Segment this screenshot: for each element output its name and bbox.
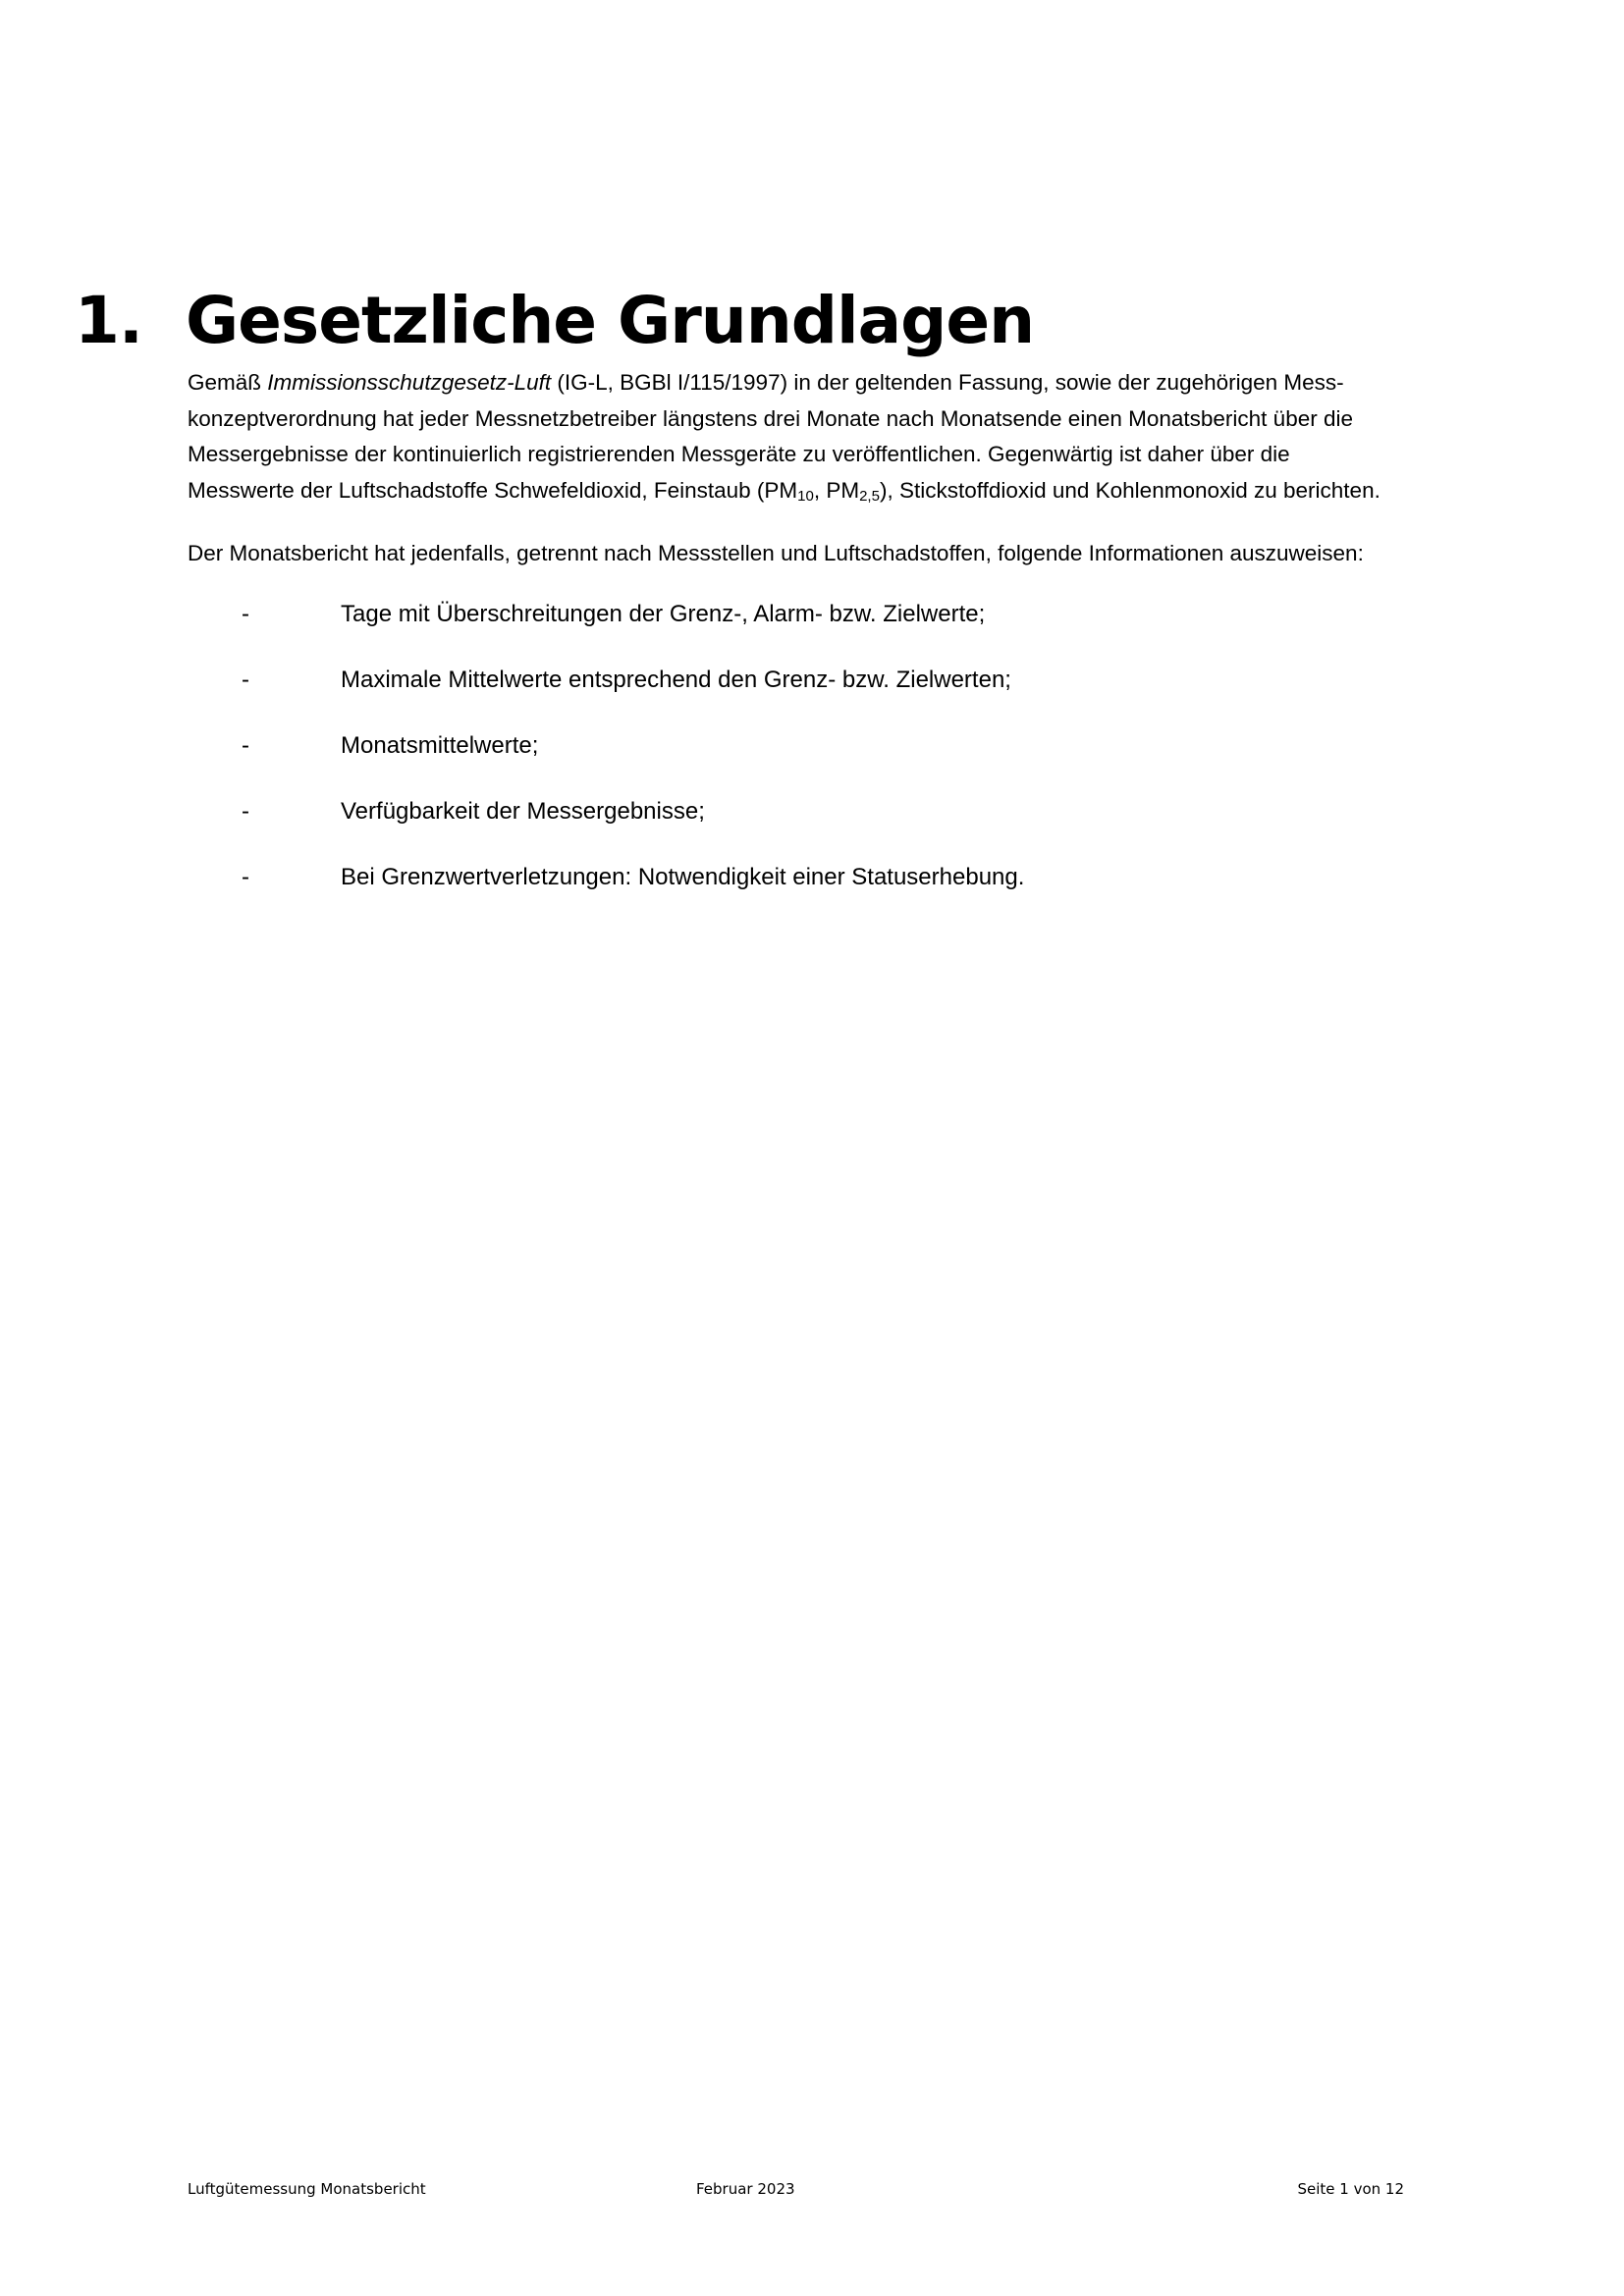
footer-page-number: Seite 1 von 12 <box>1297 2180 1404 2198</box>
list-item <box>188 861 1454 927</box>
intro-text: ), Stickstoffdioxid und Kohlenmonoxid zu berichten. <box>879 477 1380 503</box>
list-marker: - <box>242 797 249 825</box>
requirements-paragraph: Der Monatsbericht hat jedenfalls, getrennt nach Messstellen und Luftschadstoffen, folgende Informationen auszuweisen: <box>188 541 1364 565</box>
list-item <box>188 795 1454 861</box>
section-heading <box>75 277 1449 365</box>
section-number: 1. <box>75 283 142 359</box>
list-item <box>188 598 1454 664</box>
list-item-text: Bei Grenzwertverletzungen: Notwendigkeit einer Statuserhebung. <box>341 863 1025 890</box>
list-marker: - <box>242 863 249 890</box>
intro-text: , PM <box>813 477 860 503</box>
list-item-text: Maximale Mittelwerte entsprechend den Grenz- bzw. Zielwerten; <box>341 666 1011 693</box>
section-title: Gesetzliche Grundlagen <box>186 283 1035 359</box>
list-marker: - <box>242 666 249 693</box>
intro-line-1 <box>188 365 1454 401</box>
intro-line-2: konzeptverordnung hat jeder Messnetzbetreiber längstens drei Monate nach Monatsende einen Monatsbericht über die <box>188 405 1353 431</box>
body-content <box>188 365 1454 927</box>
intro-text: Messwerte der Luftschadstoffe Schwefeldioxid, Feinstaub (PM <box>188 477 798 503</box>
list-item-text: Verfügbarkeit der Messergebnisse; <box>341 797 705 825</box>
list-item <box>188 729 1454 795</box>
intro-paragraph <box>188 365 1454 508</box>
requirements-list <box>188 598 1454 927</box>
law-name: Immissionsschutzgesetz-Luft <box>267 370 552 395</box>
intro-text: Gemäß <box>188 370 268 395</box>
list-marker: - <box>242 600 249 627</box>
footer-report-date: Februar 2023 <box>696 2180 795 2198</box>
intro-line-4 <box>188 473 1454 509</box>
page-footer <box>0 2177 1624 2201</box>
list-item <box>188 664 1454 729</box>
list-item-text: Monatsmittelwerte; <box>341 731 539 759</box>
intro-line-3: Messergebnisse der kontinuierlich registrierenden Messgeräte zu veröffentlichen. Gegenwärtig ist daher über die <box>188 442 1290 466</box>
pm-subscript: 2,5 <box>859 487 880 505</box>
list-marker: - <box>242 731 249 759</box>
intro-text: (IG-L, BGBl I/115/1997) in der geltenden Fassung, sowie der zugehörigen Mess- <box>551 370 1344 395</box>
footer-report-title: Luftgütemessung Monatsbericht <box>188 2180 426 2198</box>
list-item-text: Tage mit Überschreitungen der Grenz-, Alarm- bzw. Zielwerte; <box>341 600 986 627</box>
pm-subscript: 10 <box>797 487 814 505</box>
